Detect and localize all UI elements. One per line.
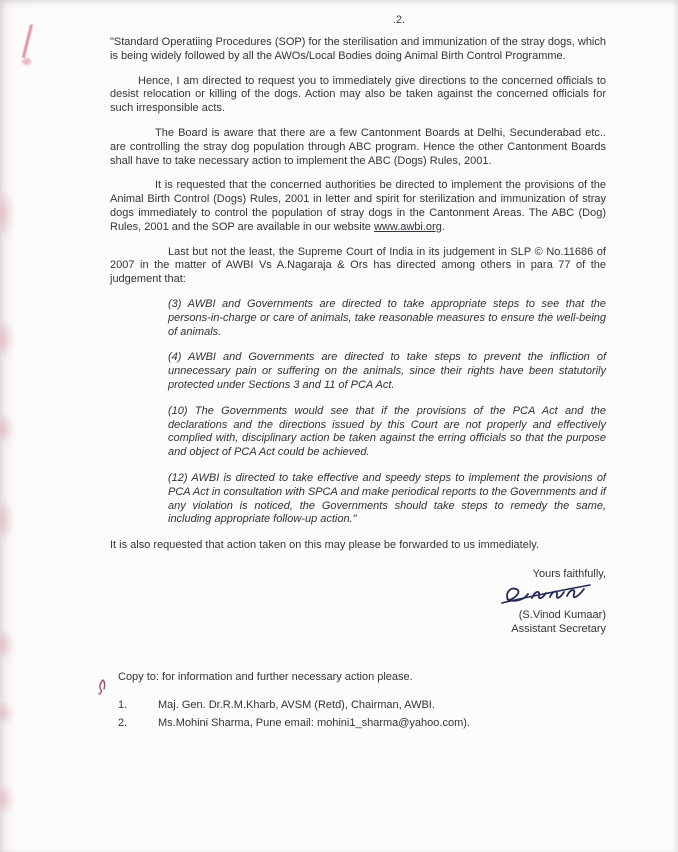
copy-item [118,698,606,712]
copy-item [118,716,606,730]
signature-scribble [500,582,592,608]
copy-item-number: 2. [118,716,128,729]
paragraph-abc-implementation [110,179,606,234]
copy-item-number: 1. [118,698,128,711]
copy-list [118,698,606,730]
paragraph-forward-request: It is also requested that action taken on this may please be forwarded to us immediately. [110,539,540,552]
judgement-quote-para-3: (3) AWBI and Governments are directed to take appropriate steps to see that the persons-in-charge or care of animals, take reasonable measures to ensure the well-being of animals. [168,297,606,338]
awbi-website-link: www.awbi.org [373,220,442,233]
page-number: .2. [392,14,406,26]
paragraph-sop: "Standard Operatiing Procedures (SOP) for the sterilisation and immunization of the stray dogs, which is being widely followed by all the AWOs/Local Bodies doing Animal Birth Control Programme. [110,36,606,62]
judgement-quote-para-12: (12) AWBI is directed to take effective and speedy steps to implement the provisions of PCA Act in consultation with SPCA and make periodical reports to the Governments and if any violation is noticed, the Governments should take steps to remedy the same, including appropriate follow-up action." [168,471,606,526]
paragraph-abc-text: It is requested that the concerned authorities be directed to implement the provisions of the Animal Birth Control (Dogs) Rules, 2001 in letter and spirit for sterilization and immunization of stray dogs immediately to control the population of stray dogs in the Cantonment Areas. The ABC (Dog) Rules, 2001 and the SOP are available in our website [110,179,606,233]
signatory-title: Assistant Secretary [511,622,606,635]
copy-to-heading: Copy to: for information and further necessary action please. [118,670,413,683]
copy-section [110,670,606,730]
paragraph-supreme-court: Last but not the least, the Supreme Court of India in its judgement in SLP © No.11686 of 2007 in the matter of AWBI Vs A.Nagaraja & Ors has directed among others in para 77 of the judgement that: [110,245,606,286]
valediction: Yours faithfully, [532,567,606,580]
paragraph-cantonment-boards: The Board is aware that there are a few Cantonment Boards at Delhi, Secunderabad etc.. are controlling the stray dog population through ABC program. Hence the other Cantonment Boards shall have to take necessary action to implement the ABC (Dogs) Rules, 2001. [110,126,606,167]
copy-item-text: Maj. Gen. Dr.R.M.Kharb, AVSM (Retd), Chairman, AWBI. [158,698,435,711]
paragraph-abc-period: . [441,220,445,233]
signatory-name: (S.Vinod Kumaar) [518,608,606,621]
paragraph-directions: Hence, I am directed to request you to immediately give directions to the concerned officials to desist relocation or killing of the dogs. Action may also be taken against the concerned officials for such irresponsible acts. [110,74,606,115]
scan-artifact-smudge [0,782,14,816]
letter-body [0,26,678,730]
signature-block [436,567,606,636]
judgement-quote-para-10: (10) The Governments would see that if the provisions of the PCA Act and the declarations and the directions issued by this Court are not properly and effectively complied with, disciplinary action be taken against the erring officials so that the purpose and object of PCA Act could be achieved. [168,404,606,459]
judgement-quote-para-4: (4) AWBI and Governments are directed to take steps to prevent the infliction of unnecessary pain or suffering on the animals, since their rights have been statutorily protected under Sections 3 and 11 of PCA Act. [168,351,606,391]
copy-item-text: Ms.Mohini Sharma, Pune email: mohini1_sharma@yahoo.com). [158,716,470,729]
